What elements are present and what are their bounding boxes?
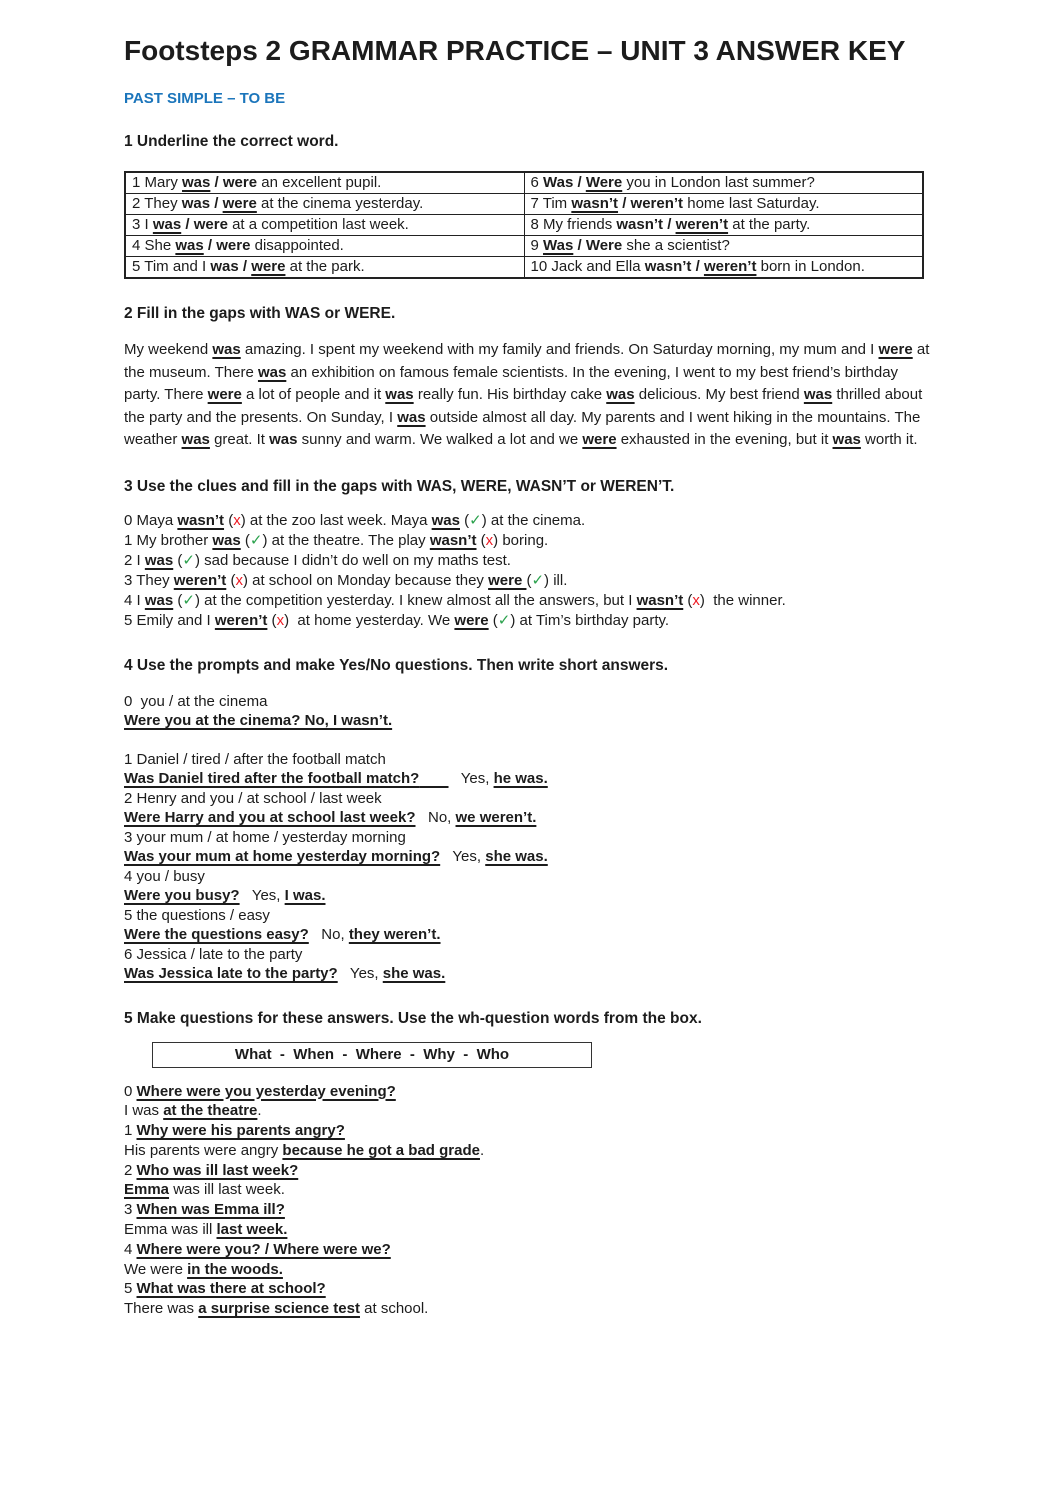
table-row — [125, 257, 923, 279]
exercise-3 — [124, 478, 932, 631]
ex3-heading: 3 Use the clues and fill in the gaps with WAS, WERE, WASN’T or WEREN’T. — [124, 477, 675, 495]
table-cell: 8 My friends wasn’t / weren’t at the party. — [524, 215, 923, 236]
ex4-heading: 4 Use the prompts and make Yes/No questions. Then write short answers. — [124, 656, 669, 674]
ex4-answer: Were you busy? Yes, I was. — [124, 887, 326, 904]
ex2-paragraph: My weekend was amazing. I spent my weekend with my family and friends. On Saturday morning, my mum and I were at the museum. There was an exhibition on famous female scientists. In the evening, I went to my best friend’s birthday party. There were a lot of people and it was really fun. His birthday cake was delicious. My best friend was thrilled about the party and the presents. On Sunday, I was outside almost all day. My parents and I went hiking in the mountains. The weather was great. It was sunny and warm. We walked a lot and we were exhausted in the evening, but it was worth it. — [124, 341, 934, 448]
ex1-heading: 1 Underline the correct word. — [124, 133, 339, 150]
wh-word-box: What - When - Where - Why - Who — [152, 1042, 592, 1068]
table-cell: 5 Tim and I was / were at the park. — [125, 257, 524, 279]
ex4-prompt: 4 you / busy — [124, 867, 205, 885]
table-cell: 4 She was / were disappointed. — [125, 236, 524, 257]
ex5-answer-line: Emma was ill last week. — [124, 1181, 285, 1199]
ex4-prompt: 0 you / at the cinema — [124, 692, 268, 710]
ex4-answer: Were you at the cinema? No, I wasn’t. — [124, 712, 393, 729]
table-cell: 10 Jack and Ella wasn’t / weren’t born in London. — [524, 257, 923, 279]
ex3-line: 0 Maya wasn’t (x) at the zoo last week. Maya was (✓) at the cinema. — [124, 511, 586, 529]
table-row — [125, 236, 923, 257]
exercise-4 — [124, 657, 932, 984]
ex4-prompt: 6 Jessica / late to the party — [124, 945, 303, 963]
ex3-line: 3 They weren’t (x) at school on Monday because they were (✓) ill. — [124, 571, 568, 589]
ex5-answer-line: We were in the woods. — [124, 1260, 283, 1278]
answers-table — [124, 171, 924, 279]
ex5-question-line: 3 When was Emma ill? — [124, 1201, 285, 1219]
ex4-item — [124, 750, 932, 789]
table-row — [125, 215, 923, 236]
ex4-item — [124, 692, 932, 731]
table-cell: 9 Was / Were she a scientist? — [524, 236, 923, 257]
ex5-answer-line: His parents were angry because he got a bad grade. — [124, 1141, 485, 1159]
ex4-items — [124, 692, 932, 984]
ex2-heading: 2 Fill in the gaps with WAS or WERE. — [124, 305, 396, 322]
ex5-question-line: 5 What was there at school? — [124, 1280, 326, 1298]
table-cell: 2 They was / were at the cinema yesterday. — [125, 194, 524, 215]
ex3-line: 1 My brother was (✓) at the theatre. The play wasn’t (x) boring. — [124, 531, 549, 549]
exercise-1 — [124, 133, 932, 279]
ex4-answer: Was Jessica late to the party? Yes, she was. — [124, 965, 446, 982]
exercise-2 — [124, 305, 932, 452]
ex4-item — [124, 945, 932, 984]
ex4-prompt: 5 the questions / easy — [124, 906, 270, 924]
table-row — [125, 172, 923, 194]
ex5-question-line: 4 Where were you? / Where were we? — [124, 1240, 391, 1258]
ex4-item — [124, 906, 932, 945]
table-cell: 6 Was / Were you in London last summer? — [524, 172, 923, 194]
section-subtitle: PAST SIMPLE – TO BE — [124, 90, 286, 107]
ex5-heading: 5 Make questions for these answers. Use the wh-question words from the box. — [124, 1009, 702, 1027]
ex5-answer-line: Emma was ill last week. — [124, 1221, 288, 1239]
ex5-lines — [124, 1082, 932, 1320]
ex4-item — [124, 789, 932, 828]
ex4-prompt: 3 your mum / at home / yesterday morning — [124, 828, 406, 846]
table-row — [125, 194, 923, 215]
ex5-question-line: 0 Where were you yesterday evening? — [124, 1082, 396, 1100]
ex4-item — [124, 828, 932, 867]
ex4-item — [124, 867, 932, 906]
ex5-question-line: 1 Why were his parents angry? — [124, 1122, 345, 1140]
ex4-answer: Were the questions easy? No, they weren’t. — [124, 926, 441, 943]
ex4-prompt: 2 Henry and you / at school / last week — [124, 789, 382, 807]
ex3-line: 2 I was (✓) sad because I didn’t do well on my maths test. — [124, 551, 511, 569]
exercise-5 — [124, 1010, 932, 1320]
ex5-answer-line: I was at the theatre. — [124, 1102, 262, 1120]
ex3-lines — [124, 511, 932, 631]
ex4-answer: Were Harry and you at school last week? No, we weren’t. — [124, 809, 537, 826]
table-cell: 1 Mary was / were an excellent pupil. — [125, 172, 524, 194]
ex3-line: 5 Emily and I weren’t (x) at home yesterday. We were (✓) at Tim’s birthday party. — [124, 611, 670, 629]
ex4-answer: Was Daniel tired after the football match? Yes, he was. — [124, 770, 548, 787]
page-title: Footsteps 2 GRAMMAR PRACTICE – UNIT 3 ANSWER KEY — [124, 35, 906, 66]
ex3-line: 4 I was (✓) at the competition yesterday. I knew almost all the answers, but I wasn’t (x) the winner. — [124, 591, 786, 609]
table-cell: 3 I was / were at a competition last week. — [125, 215, 524, 236]
ex4-prompt: 1 Daniel / tired / after the football match — [124, 750, 386, 768]
ex5-question-line: 2 Who was ill last week? — [124, 1161, 299, 1179]
table-cell: 7 Tim wasn’t / weren’t home last Saturday. — [524, 194, 923, 215]
ex4-answer: Was your mum at home yesterday morning? Yes, she was. — [124, 848, 548, 865]
ex5-answer-line: There was a surprise science test at school. — [124, 1300, 429, 1318]
